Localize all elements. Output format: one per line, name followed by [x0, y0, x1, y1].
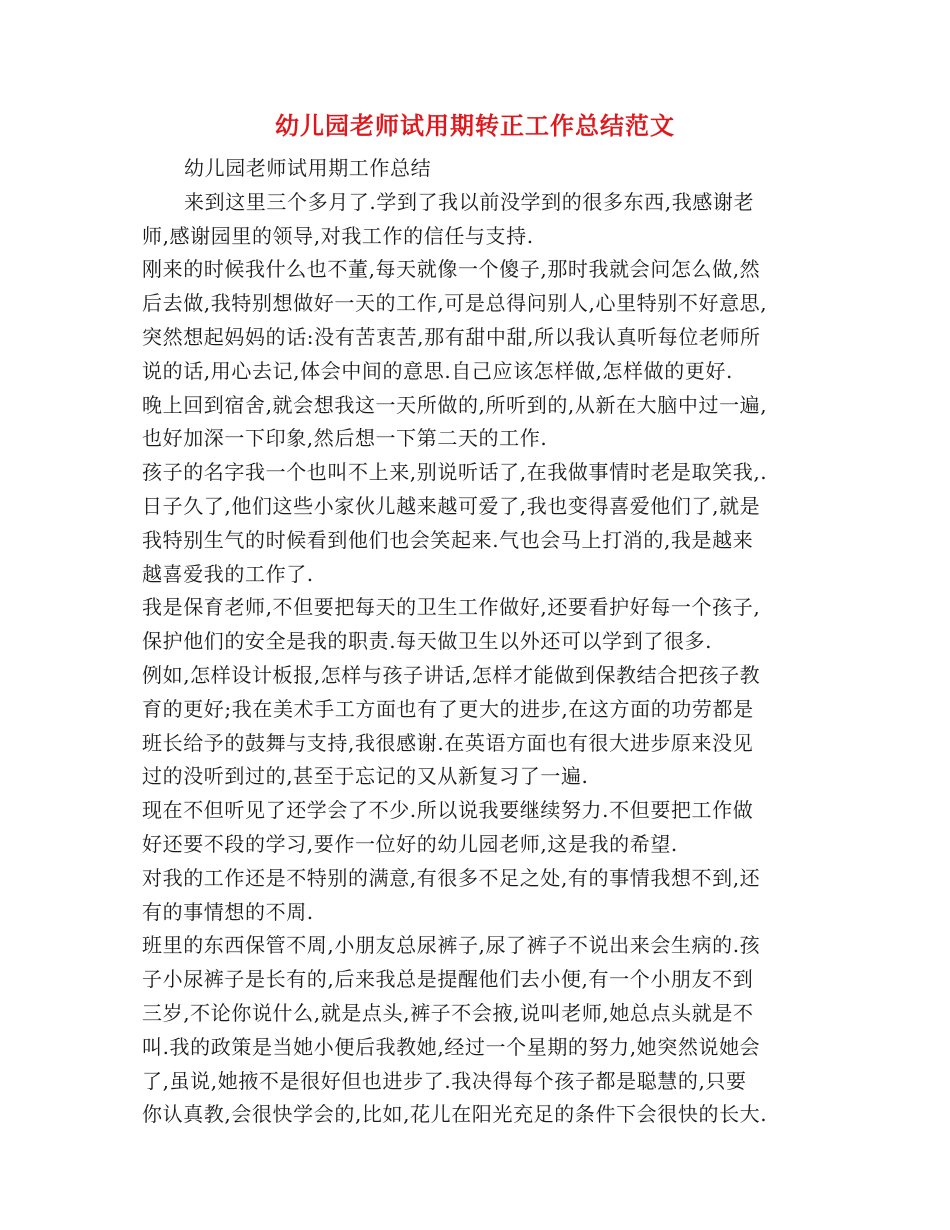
body-text-line: 刚来的时候我什么也不董,每天就像一个傻子,那时我就会问怎么做,然: [142, 257, 761, 282]
body-text-line: 好还要不段的学习,要作一位好的幼儿园老师,这是我的希望.: [142, 831, 678, 856]
body-text-line: 也好加深一下印象,然后想一下第二天的工作.: [142, 426, 548, 451]
document-title: 幼儿园老师试用期转正工作总结范文: [275, 111, 675, 140]
body-text-line: 说的话,用心去记,体会中间的意思.自己应该怎样做,怎样做的更好.: [142, 358, 733, 383]
body-text-line: 师,感谢园里的领导,对我工作的信任与支持.: [142, 223, 534, 248]
body-text-line: 子小尿裤子是长有的,后来我总是提醒他们去小便,有一个小朋友不到: [142, 967, 754, 992]
body-text-line: 后去做,我特别想做好一天的工作,可是总得问别人,心里特别不好意思,: [142, 291, 768, 316]
body-text-line: 我特别生气的时候看到他们也会笑起来.气也会马上打消的,我是越来: [142, 527, 754, 552]
body-text-line: 日子久了,他们这些小家伙儿越来越可爱了,我也变得喜爱他们了,就是: [142, 493, 761, 518]
body-text-line: 对我的工作还是不特别的满意,有很多不足之处,有的事情我想不到,还: [142, 865, 761, 890]
body-text-line: 三岁,不论你说什么,就是点头,裤子不会掖,说叫老师,她总点头就是不: [142, 1000, 754, 1025]
body-text-line: 育的更好;我在美术手工方面也有了更大的进步,在这方面的功劳都是: [142, 696, 754, 721]
body-text-line: 突然想起妈妈的话:没有苦衷苦,那有甜中甜,所以我认真听每位老师所: [142, 324, 761, 349]
body-text-line: 你认真教,会很快学会的,比如,花儿在阳光充足的条件下会很快的长大.: [142, 1102, 768, 1127]
body-text-line: 保护他们的安全是我的职责.每天做卫生以外还可以学到了很多.: [142, 629, 713, 654]
document-subtitle: 幼儿园老师试用期工作总结: [184, 156, 432, 180]
body-text-line: 有的事情想的不周.: [142, 899, 314, 924]
body-text-line: 孩子的名字我一个也叫不上来,别说听话了,在我做事情时老是取笑我,.: [142, 460, 768, 485]
body-text-line: 越喜爱我的工作了.: [142, 561, 314, 586]
body-text-line: 过的没听到过的,甚至于忘记的又从新复习了一遍.: [142, 764, 589, 789]
body-text-line: 叫.我的政策是当她小便后我教她,经过一个星期的努力,她突然说她会: [142, 1034, 761, 1059]
body-text-line: 了,虽说,她掖不是很好但也进步了.我决得每个孩子都是聪慧的,只要: [142, 1068, 747, 1093]
body-text-line: 来到这里三个多月了.学到了我以前没学到的很多东西,我感谢老: [184, 189, 755, 214]
body-text-line: 班里的东西保管不周,小朋友总尿裤子,尿了裤子不说出来会生病的.孩: [142, 933, 761, 958]
body-text-line: 班长给予的鼓舞与支持,我很感谢.在英语方面也有很大进步原来没见: [142, 730, 754, 755]
body-text-line: 我是保育老师,不但要把每天的卫生工作做好,还要看护好每一个孩子,: [142, 595, 761, 620]
body-text-line: 例如,怎样设计板报,怎样与孩子讲话,怎样才能做到保教结合把孩子教: [142, 662, 761, 687]
body-text-line: 现在不但听见了还学会了不少.所以说我要继续努力.不但要把工作做: [142, 798, 754, 823]
document-body: [142, 152, 822, 1132]
body-text-line: 晚上回到宿舍,就会想我这一天所做的,所听到的,从新在大脑中过一遍,: [142, 392, 768, 417]
